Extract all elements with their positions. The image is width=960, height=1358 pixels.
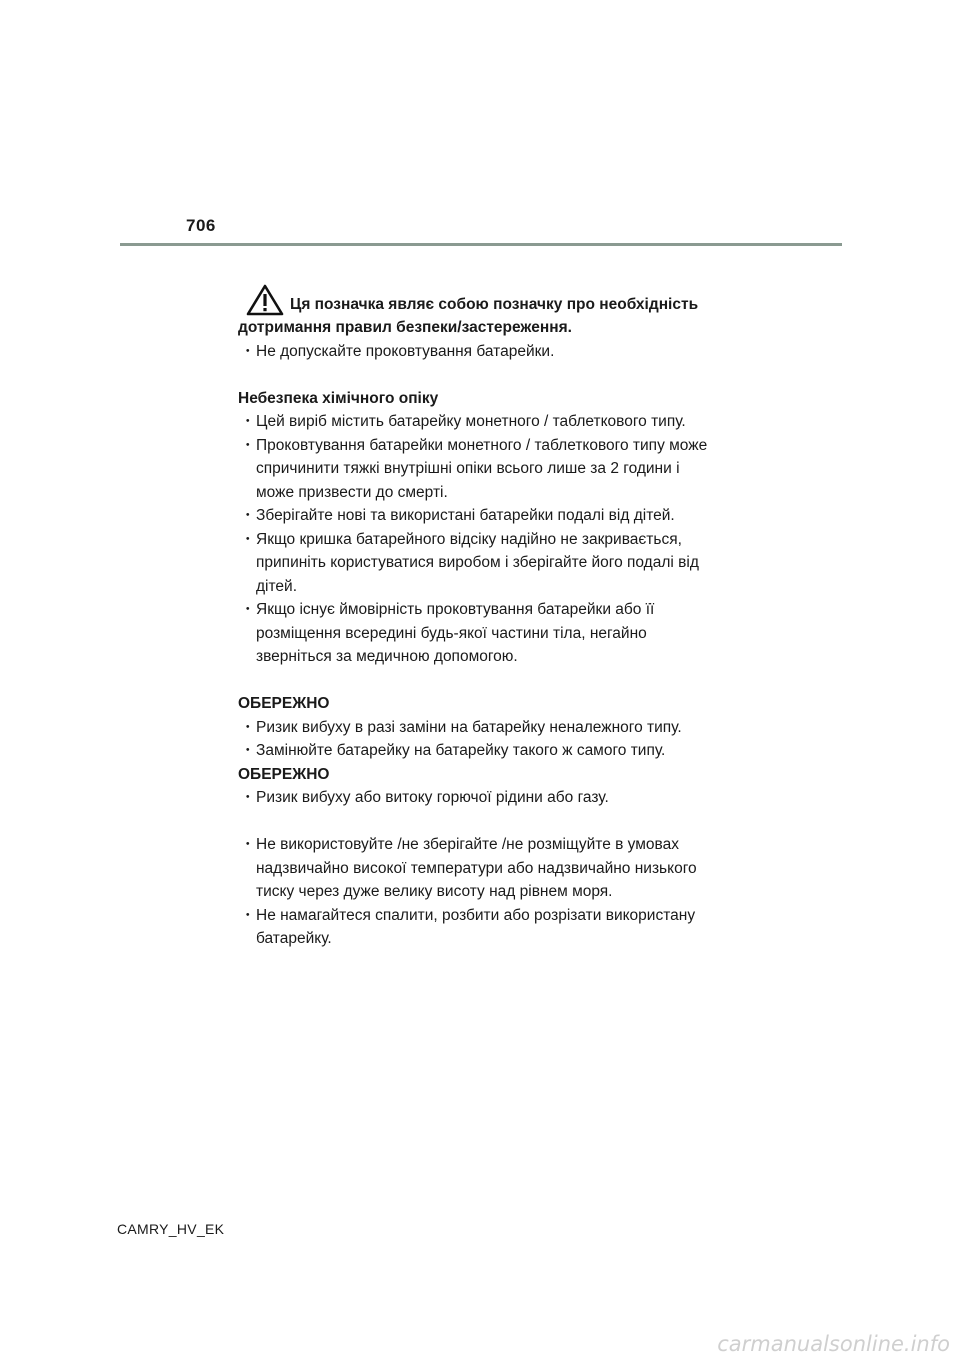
- bullet: ・: [240, 413, 256, 430]
- item-text-line: Якщо існує ймовірність проковтування батарейки або її: [256, 601, 655, 618]
- item-text-line: Цей виріб містить батарейку монетного / таблеткового типу.: [256, 413, 686, 430]
- bullet: ・: [240, 742, 256, 759]
- list-item: [238, 739, 738, 763]
- item-text-line: припиніть користуватися виробом і зберігайте його подалі від: [256, 554, 699, 571]
- bullet: ・: [240, 836, 256, 853]
- item-text-line: спричинити тяжкі внутрішні опіки всього лише за 2 години і: [256, 460, 680, 477]
- list-item: [238, 786, 738, 810]
- spacer: [238, 363, 738, 387]
- item-text-line: надзвичайно високої температури або надзвичайно низького: [256, 859, 697, 877]
- chemical-burn-list: [238, 410, 738, 669]
- caution-heading-2: ОБЕРЕЖНО: [238, 765, 330, 783]
- list-item: [238, 410, 738, 434]
- caution-heading-1: ОБЕРЕЖНО: [238, 695, 330, 712]
- item-text-line: Замінюйте батарейку на батарейку такого ж самого типу.: [256, 742, 666, 759]
- item-text-line: Не використовуйте /не зберігайте /не розміщуйте в умовах: [256, 836, 679, 853]
- watermark-logo: carmanualsonline.info: [717, 1332, 950, 1356]
- caution-list-2: [238, 786, 738, 810]
- item-text-line: Проковтування батарейки монетного / таблеткового типу може: [256, 436, 708, 454]
- footer-model-code: CAMRY_HV_EK: [117, 1221, 225, 1237]
- header-rule: [120, 243, 842, 246]
- bullet: ・: [240, 718, 256, 736]
- warning-title-line-1: Ця позначка являє собою позначку про необхідність: [290, 295, 699, 313]
- item-text-line: зверніться за медичною допомогою.: [256, 648, 518, 665]
- item-text-line: Якщо кришка батарейного відсіку надійно не закривається,: [256, 530, 682, 548]
- item-text-line: Ризик вибуху в разі заміни на батарейку неналежного типу.: [256, 718, 682, 736]
- item-text-line: батарейку.: [256, 930, 332, 947]
- list-item: [238, 340, 738, 364]
- list-item: [238, 716, 738, 740]
- item-text-line: тиску через дуже велику висоту над рівнем моря.: [256, 883, 613, 900]
- warning-heading: [238, 284, 738, 316]
- warning-title-line-2: дотримання правил безпеки/застереження.: [238, 319, 572, 336]
- list-item: [238, 904, 738, 951]
- list-item: [238, 833, 738, 904]
- bullet: ・: [240, 436, 256, 454]
- item-text-line: може призвести до смерті.: [256, 483, 448, 501]
- list-item: [238, 598, 738, 669]
- final-list: [238, 833, 738, 951]
- spacer: [238, 669, 738, 693]
- bullet: ・: [240, 342, 256, 360]
- bullet: ・: [240, 789, 256, 806]
- item-text: Не допускайте проковтування батарейки.: [256, 342, 555, 360]
- caution-list-1: [238, 716, 738, 763]
- section-heading-chemical-burn: Небезпека хімічного опіку: [238, 389, 439, 407]
- main-content: [238, 284, 738, 951]
- item-text-line: Зберігайте нові та використані батарейки подалі від дітей.: [256, 507, 675, 524]
- list-item: [238, 528, 738, 599]
- bullet: ・: [240, 530, 256, 548]
- page-number: 706: [186, 216, 216, 235]
- item-text-line: Ризик вибуху або витоку горючої рідини або газу.: [256, 789, 609, 806]
- spacer: [238, 810, 738, 834]
- warning-triangle-icon: [246, 284, 284, 316]
- item-text-line: Не намагайтеся спалити, розбити або розрізати використану: [256, 906, 696, 924]
- list-item: [238, 504, 738, 528]
- bullet: ・: [240, 906, 256, 924]
- item-text-line: дітей.: [256, 577, 297, 595]
- bullet: ・: [240, 507, 256, 524]
- list-item: [238, 434, 738, 505]
- bullet: ・: [240, 601, 256, 618]
- item-text-line: розміщення всередині будь-якої частини тіла, негайно: [256, 624, 647, 642]
